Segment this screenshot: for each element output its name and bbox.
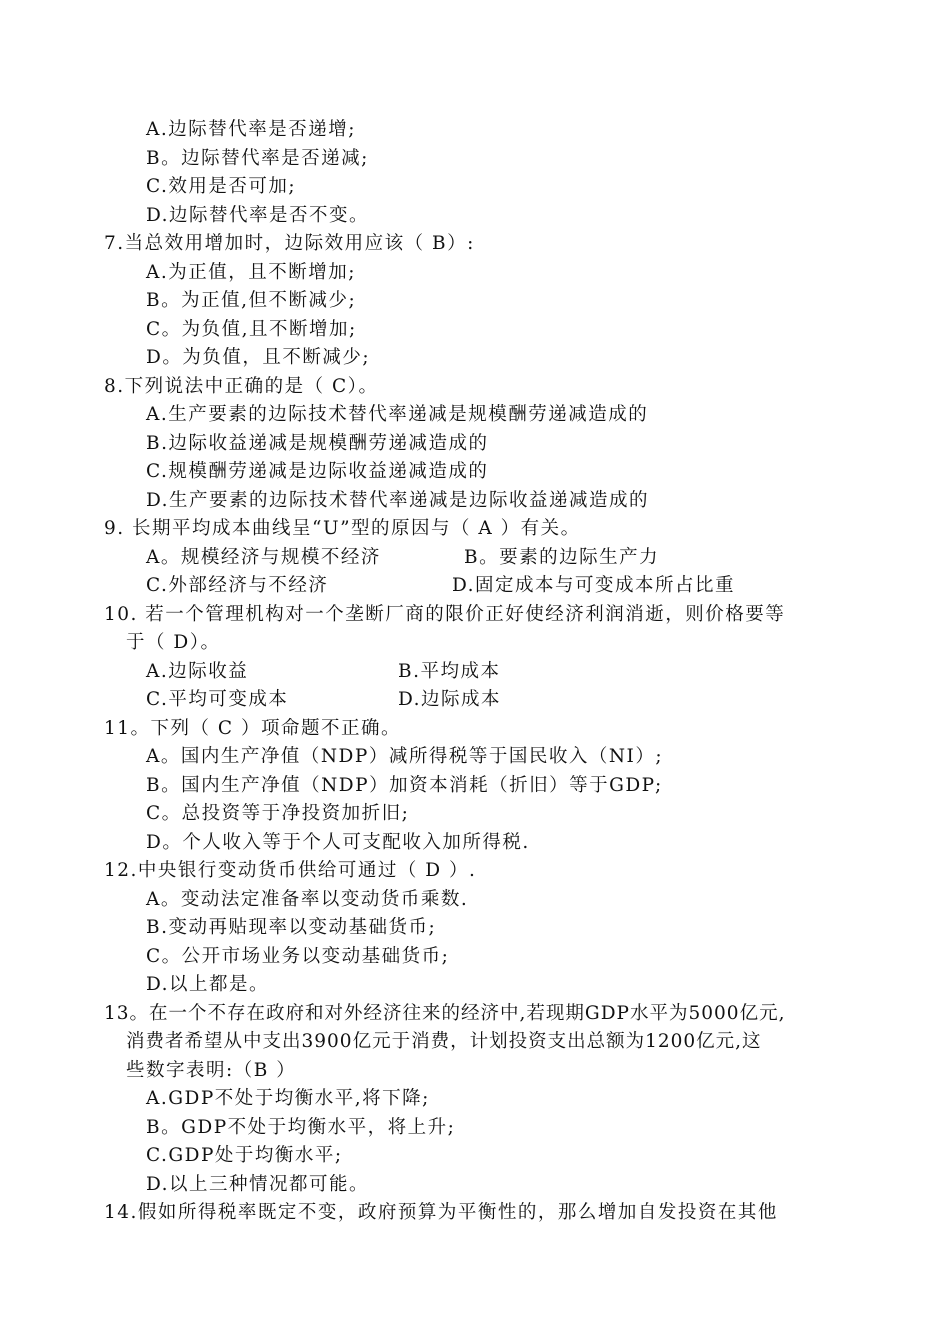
q13-option-b: B。GDP不处于均衡水平，将上升; — [146, 1117, 456, 1138]
q13-option-d: D.以上三种情况都可能。 — [146, 1174, 370, 1195]
q7-option-a: A.为正值，且不断增加; — [146, 262, 356, 283]
q8-option-d: D.生产要素的边际技术替代率递减是边际收益递减造成的 — [146, 490, 650, 511]
q11-option-c: C。总投资等于净投资加折旧; — [146, 803, 410, 824]
q7-option-c: C。为负值,且不断增加; — [146, 319, 357, 340]
q8-option-a: A.生产要素的边际技术替代率递减是规模酬劳递减造成的 — [146, 404, 649, 425]
q13-stem: 13。在一个不存在政府和对外经济往来的经济中,若现期GDP水平为5000亿元, — [104, 1003, 786, 1024]
q11-option-b: B。国内生产净值（NDP）加资本消耗（折旧）等于GDP; — [146, 775, 663, 796]
q8-option-c: C.规模酬劳递减是边际收益递减造成的 — [146, 461, 489, 482]
q10-stem-continued: 于（ D）。 — [126, 632, 221, 653]
q11-option-a: A。国内生产净值（NDP）减所得税等于国民收入（NI）; — [146, 746, 664, 767]
q13-option-c: C.GDP处于均衡水平; — [146, 1145, 343, 1166]
q6-option-b: B。边际替代率是否递减; — [146, 148, 369, 169]
q9-option-b: B。要素的边际生产力 — [464, 547, 660, 568]
q10-option-d: D.边际成本 — [398, 689, 502, 710]
q11-stem: 11。下列（ C ）项命题不正确。 — [104, 718, 401, 739]
q10-stem: 10. 若一个管理机构对一个垄断厂商的限价正好使经济利润消逝，则价格要等 — [104, 604, 786, 625]
q10-option-b: B.平均成本 — [398, 661, 501, 682]
q13-stem-continued-2: 些数字表明:（B ） — [126, 1060, 297, 1081]
q7-option-b: B。为正值,但不断减少; — [146, 290, 357, 311]
q12-option-b: B.变动再贴现率以变动基础货币; — [146, 917, 437, 938]
q12-option-a: A。变动法定准备率以变动货币乘数. — [146, 889, 469, 910]
q8-stem: 8.下列说法中正确的是（ C）。 — [104, 376, 379, 397]
q10-option-a: A.边际收益 — [146, 661, 249, 682]
q9-option-c: C.外部经济与不经济 — [146, 575, 329, 596]
q13-stem-continued-1: 消费者希望从中支出3900亿元于消费，计划投资支出总额为1200亿元,这 — [126, 1031, 762, 1052]
q9-option-a: A。规模经济与规模不经济 — [146, 547, 381, 568]
q7-stem: 7.当总效用增加时，边际效用应该（ B）: — [104, 233, 475, 254]
q6-option-a: A.边际替代率是否递增; — [146, 119, 356, 140]
q9-option-d: D.固定成本与可变成本所占比重 — [452, 575, 736, 596]
q9-stem: 9. 长期平均成本曲线呈“U”型的原因与（ A ）有关。 — [104, 518, 581, 539]
q13-option-a: A.GDP不处于均衡水平,将下降; — [146, 1088, 430, 1109]
q10-option-c: C.平均可变成本 — [146, 689, 289, 710]
q12-option-c: C。公开市场业务以变动基础货币; — [146, 946, 450, 967]
q7-option-d: D。为负值，且不断减少; — [146, 347, 371, 368]
q6-option-c: C.效用是否可加; — [146, 176, 297, 197]
q14-stem: 14.假如所得税率既定不变，政府预算为平衡性的，那么增加自发投资在其他 — [104, 1202, 778, 1223]
q12-stem: 12.中央银行变动货币供给可通过（ D ）. — [104, 860, 477, 881]
q11-option-d: D。个人收入等于个人可支配收入加所得税. — [146, 832, 530, 853]
q12-option-d: D.以上都是。 — [146, 974, 270, 995]
q6-option-d: D.边际替代率是否不变。 — [146, 205, 370, 226]
q8-option-b: B.边际收益递减是规模酬劳递减造成的 — [146, 433, 489, 454]
